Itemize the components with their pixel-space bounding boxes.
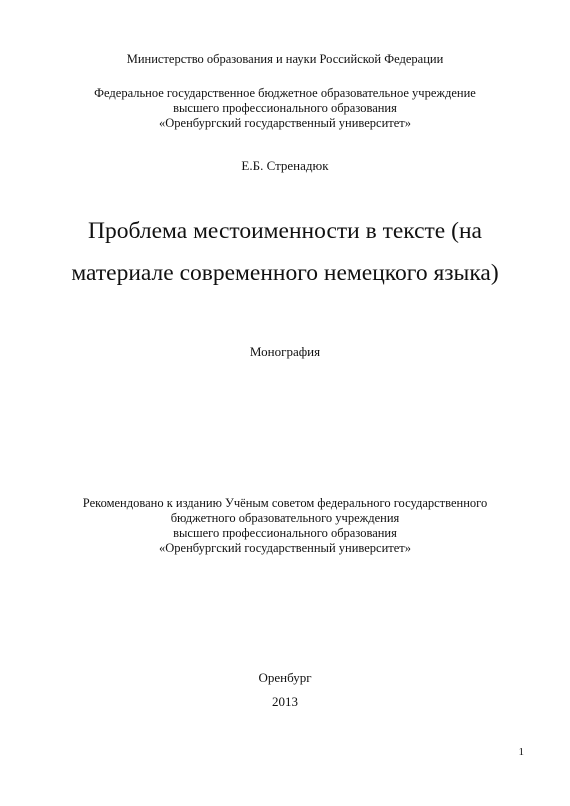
imprint-city: Оренбург bbox=[258, 670, 312, 685]
recommendation-block bbox=[0, 496, 570, 556]
author-name: Е.Б. Стренадюк bbox=[241, 158, 329, 173]
title-line: материале современного немецкого языка) bbox=[71, 260, 499, 286]
page-number: 1 bbox=[518, 746, 524, 758]
document-title bbox=[0, 210, 570, 294]
recommendation-line: бюджетного образовательного учреждения bbox=[170, 511, 400, 525]
recommendation-line: «Оренбургский государственный университет» bbox=[159, 541, 411, 555]
institution-line: высшего профессионального образования bbox=[173, 101, 397, 115]
genre-label: Монография bbox=[249, 344, 321, 359]
recommendation-line: Рекомендовано к изданию Учёным советом федерального государственного bbox=[82, 496, 488, 510]
recommendation-line: высшего профессионального образования bbox=[173, 526, 397, 540]
institution-line: Федеральное государственное бюджетное образовательное учреждение bbox=[94, 86, 476, 100]
institution-line: «Оренбургский государственный университет» bbox=[159, 116, 411, 130]
ministry-line: Министерство образования и науки Российской Федерации bbox=[126, 52, 444, 66]
title-line: Проблема местоименности в тексте (на bbox=[88, 218, 482, 244]
institution-block bbox=[0, 86, 570, 131]
imprint-year: 2013 bbox=[272, 694, 298, 709]
